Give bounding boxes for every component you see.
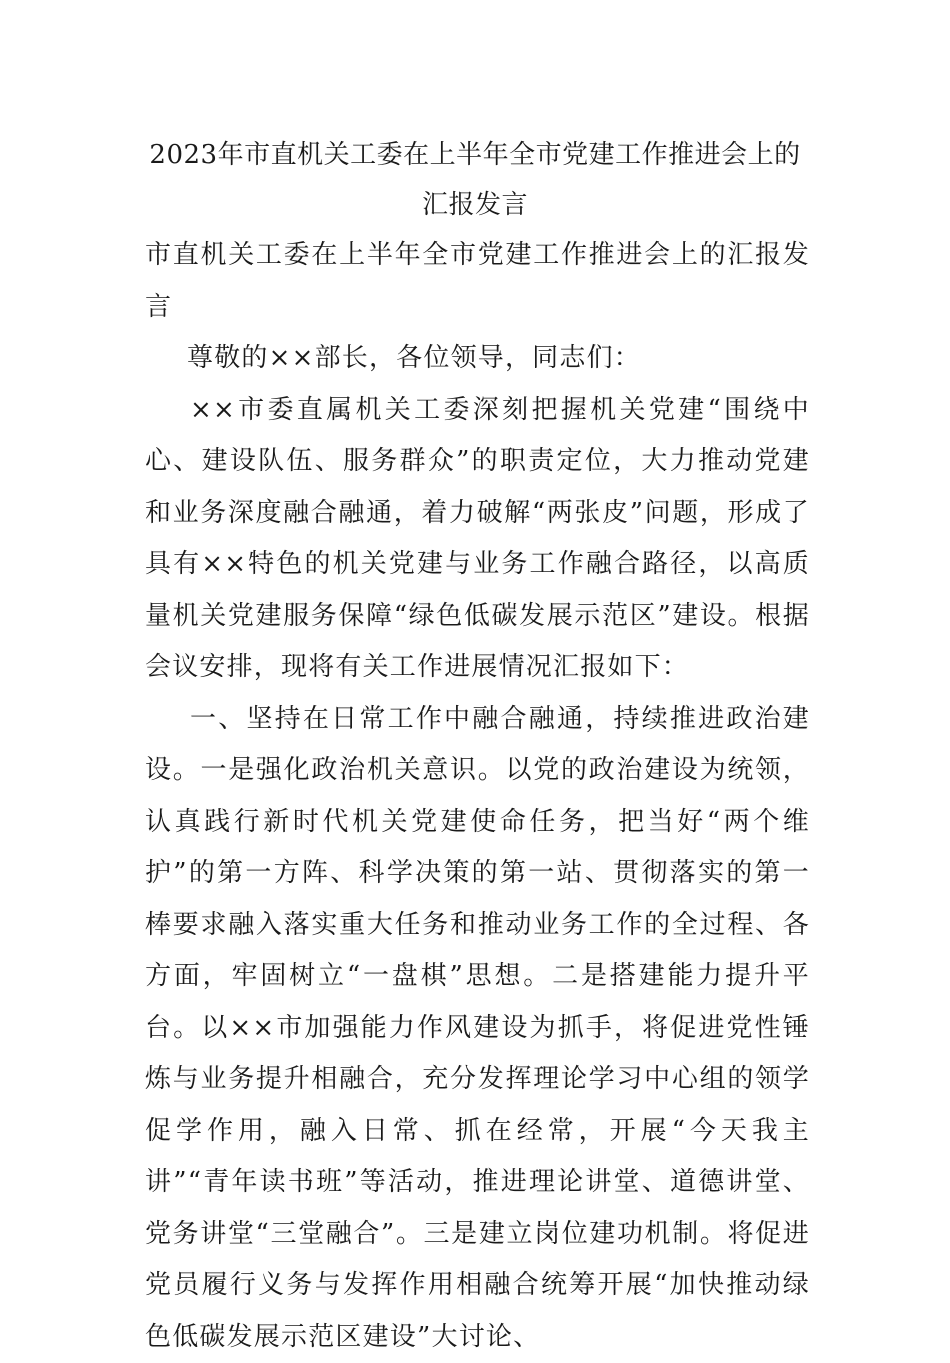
document-subtitle: 市直机关工委在上半年全市党建工作推进会上的汇报发言 (145, 230, 810, 333)
paragraph-section-one: 一、坚持在日常工作中融合融通，持续推进政治建设。一是强化政治机关意识。以党的政治建设为统领，认真践行新时代机关党建使命任务，把当好“两个维护”的第一方阵、科学决策的第一站、贯彻落实的第一棒要求融入落实重大任务和推动业务工作的全过程、各方面，牢固树立“一盘棋”思想。二是搭建能力提升平台。以××市加强能力作风建设为抓手，将促进党性锤炼与业务提升相融合，充分发挥理论学习中心组的领学促学作用，融入日常、抓在经常，开展“今天我主讲”“青年读书班”等活动，推进理论讲堂、道德讲堂、党务讲堂“三堂融合”。三是建立岗位建功机制。将促进党员履行义务与发挥作用相融合统筹开展“加快推动绿色低碳发展示范区建设”大讨论、 (145, 694, 810, 1363)
salutation: 尊敬的××部长，各位领导，同志们： (145, 333, 810, 385)
document-body (145, 230, 810, 1363)
document-title: 2023年市直机关工委在上半年全市党建工作推进会上的汇报发言 (145, 130, 805, 230)
paragraph-intro: ××市委直属机关工委深刻把握机关党建“围绕中心、建设队伍、服务群众”的职责定位，大力推动党建和业务深度融合融通，着力破解“两张皮”问题，形成了具有××特色的机关党建与业务工作融合路径，以高质量机关党建服务保障“绿色低碳发展示范区”建设。根据会议安排，现将有关工作进展情况汇报如下： (145, 385, 810, 694)
